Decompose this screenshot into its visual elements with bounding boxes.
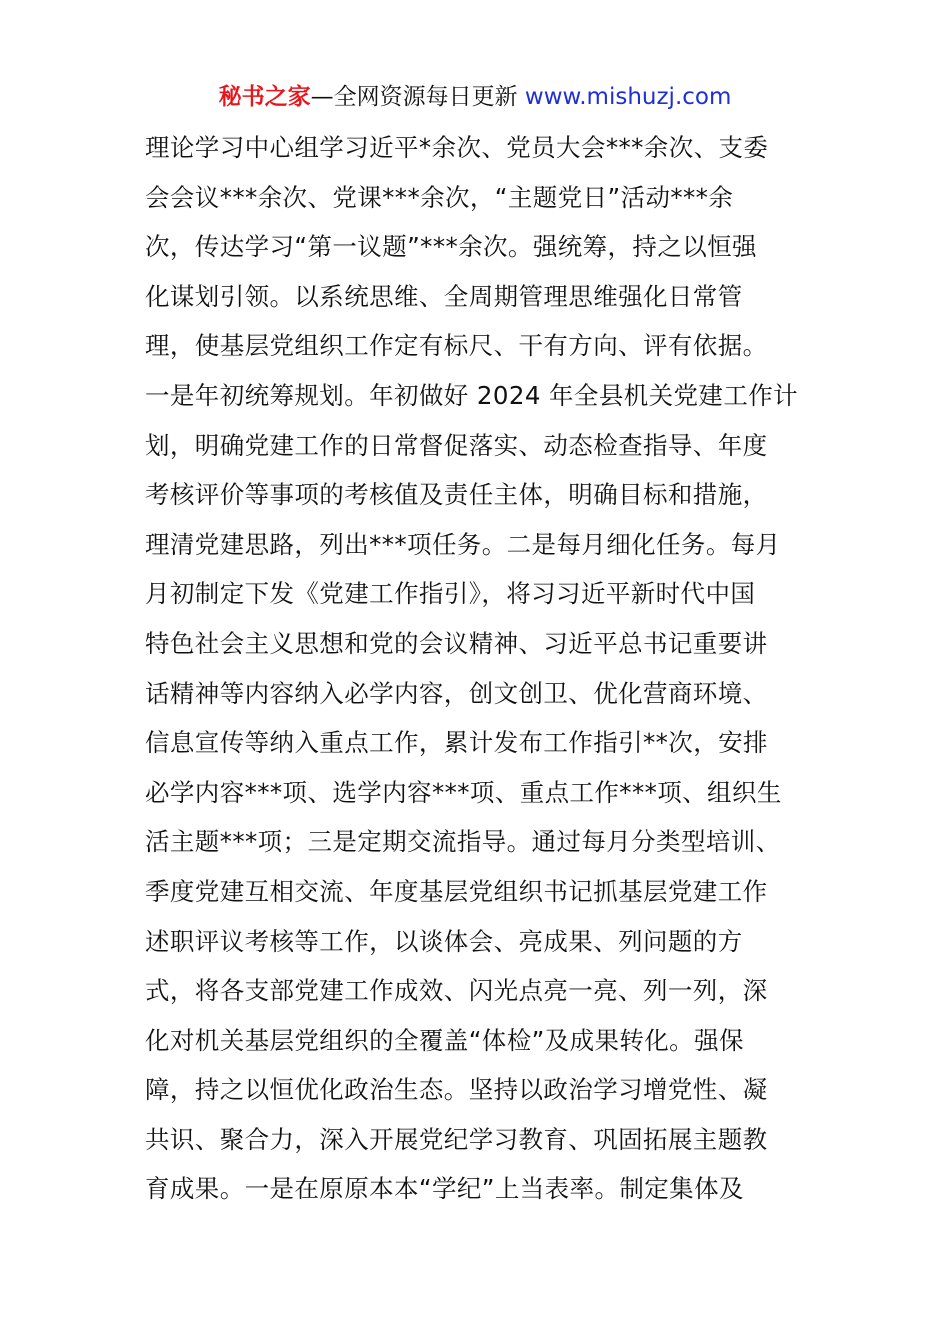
text-line: 次，传达学习“第一议题”***余次。强统筹，持之以恒强 [145,232,757,262]
brand-name: 秘书之家 [218,84,311,110]
document-body [145,128,810,1219]
text-line: 月初制定下发《党建工作指引》，将习习近平新时代中国 [145,579,756,609]
text-line: 理清党建思路，列出***项任务。二是每月细化任务。每月 [145,529,781,559]
text-line: 化谋划引领。以系统思维、全周期管理思维强化日常管 [145,281,743,311]
text-line: 特色社会主义思想和党的会议精神、习近平总书记重要讲 [145,628,768,658]
site-header [0,82,950,112]
text-line: 理论学习中心组学习近平*余次、党员大会***余次、支委 [145,133,769,162]
text-line: 述职评议考核等工作，以谈体会、亮成果、列问题的方 [145,926,743,956]
text-line: 考核评价等事项的考核值及责任主体，明确目标和措施， [145,480,768,510]
text-line: 理，使基层党组织工作定有标尺、干有方向、评有依据。 [145,331,768,361]
text-line: 一是年初统筹规划。年初做好 2024 年全县机关党建工作计 [145,380,799,410]
text-line: 育成果。一是在原原本本“学纪”上当表率。制定集体及 [145,1174,744,1204]
text-line: 会会议***余次、党课***余次，“主题党日”活动***余 [145,182,734,212]
site-url-link[interactable]: www.mishuzj.com [524,84,732,110]
text-line: 化对机关基层党组织的全覆盖“体检”及成果转化。强保 [145,1025,744,1055]
text-line: 式，将各支部党建工作成效、闪光点亮一亮、列一列，深 [145,976,768,1006]
text-line: 话精神等内容纳入必学内容，创文创卫、优化营商环境、 [145,678,768,708]
text-line: 活主题***项；三是定期交流指导。通过每月分类型培训、 [145,827,781,857]
text-line: 障，持之以恒优化政治生态。坚持以政治学习增党性、凝 [145,1075,768,1105]
text-line: 共识、聚合力，深入开展党纪学习教育、巩固拓展主题教 [145,1124,768,1154]
text-line: 必学内容***项、选学内容***项、重点工作***项、组织生 [145,777,782,807]
text-line: 信息宣传等纳入重点工作，累计发布工作指引**次，安排 [145,728,768,758]
header-tagline: —全网资源每日更新 [310,84,518,110]
text-line: 季度党建互相交流、年度基层党组织书记抓基层党建工作 [145,876,768,906]
text-line: 划，明确党建工作的日常督促落实、动态检查指导、年度 [145,430,768,460]
